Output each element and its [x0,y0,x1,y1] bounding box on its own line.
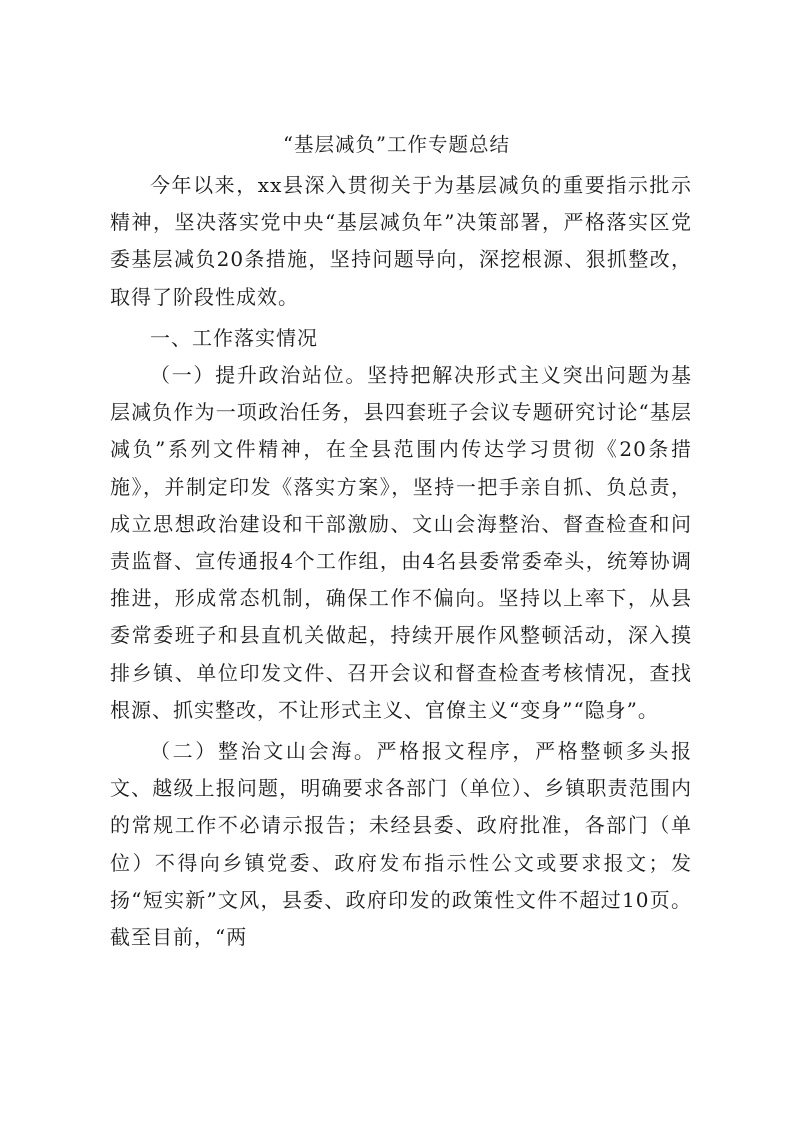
document-body [110,167,692,956]
section-heading-work-implementation: 一、工作落实情况 [150,325,318,350]
document-title: “基层减负”工作专题总结 [283,133,510,156]
item-paragraph-political-stance: （一）提升政治站位。坚持把解决形式主义突出问题为基层减负作为一项政治任务，县四套班子会议专题研究讨论“基层减负”系列文件精神，在全县范围内传达学习贯彻《20条措施》，并制定印发《落实方案》，坚持一把手亲自抓、负总责，成立思想政治建设和干部激励、文山会海整治、督查检查和问责监督、宣传通报4个工作组，由4名县委常委牵头，统筹协调推进，形成常态机制，确保工作不偏向。坚持以上率下，从县委常委班子和县直机关做起，持续开展作风整顿活动，深入摸排乡镇、单位印发文件、召开会议和督查检查考核情况，查找根源、抓实整改，不让形式主义、官僚主义“变身”“隐身”。 [110,363,692,722]
intro-paragraph: 今年以来，xx县深入贯彻关于为基层减负的重要指示批示精神，坚决落实党中央“基层减负年”决策部署，严格落实区党委基层减负20条措施，坚持问题导向，深挖根源、狠抓整改，取得了阶段性成效。 [110,173,692,309]
item-paragraph-meetings-documents: （二）整治文山会海。严格报文程序，严格整顿多头报文、越级上报问题，明确要求各部门（单位）、乡镇职责范围内的常规工作不必请示报告；未经县委、政府批准，各部门（单位）不得向乡镇党委、政府发布指示性公文或要求报文；发扬“短实新”文风，县委、政府印发的政策性文件不超过10页。截至目前，“两 [110,739,692,950]
